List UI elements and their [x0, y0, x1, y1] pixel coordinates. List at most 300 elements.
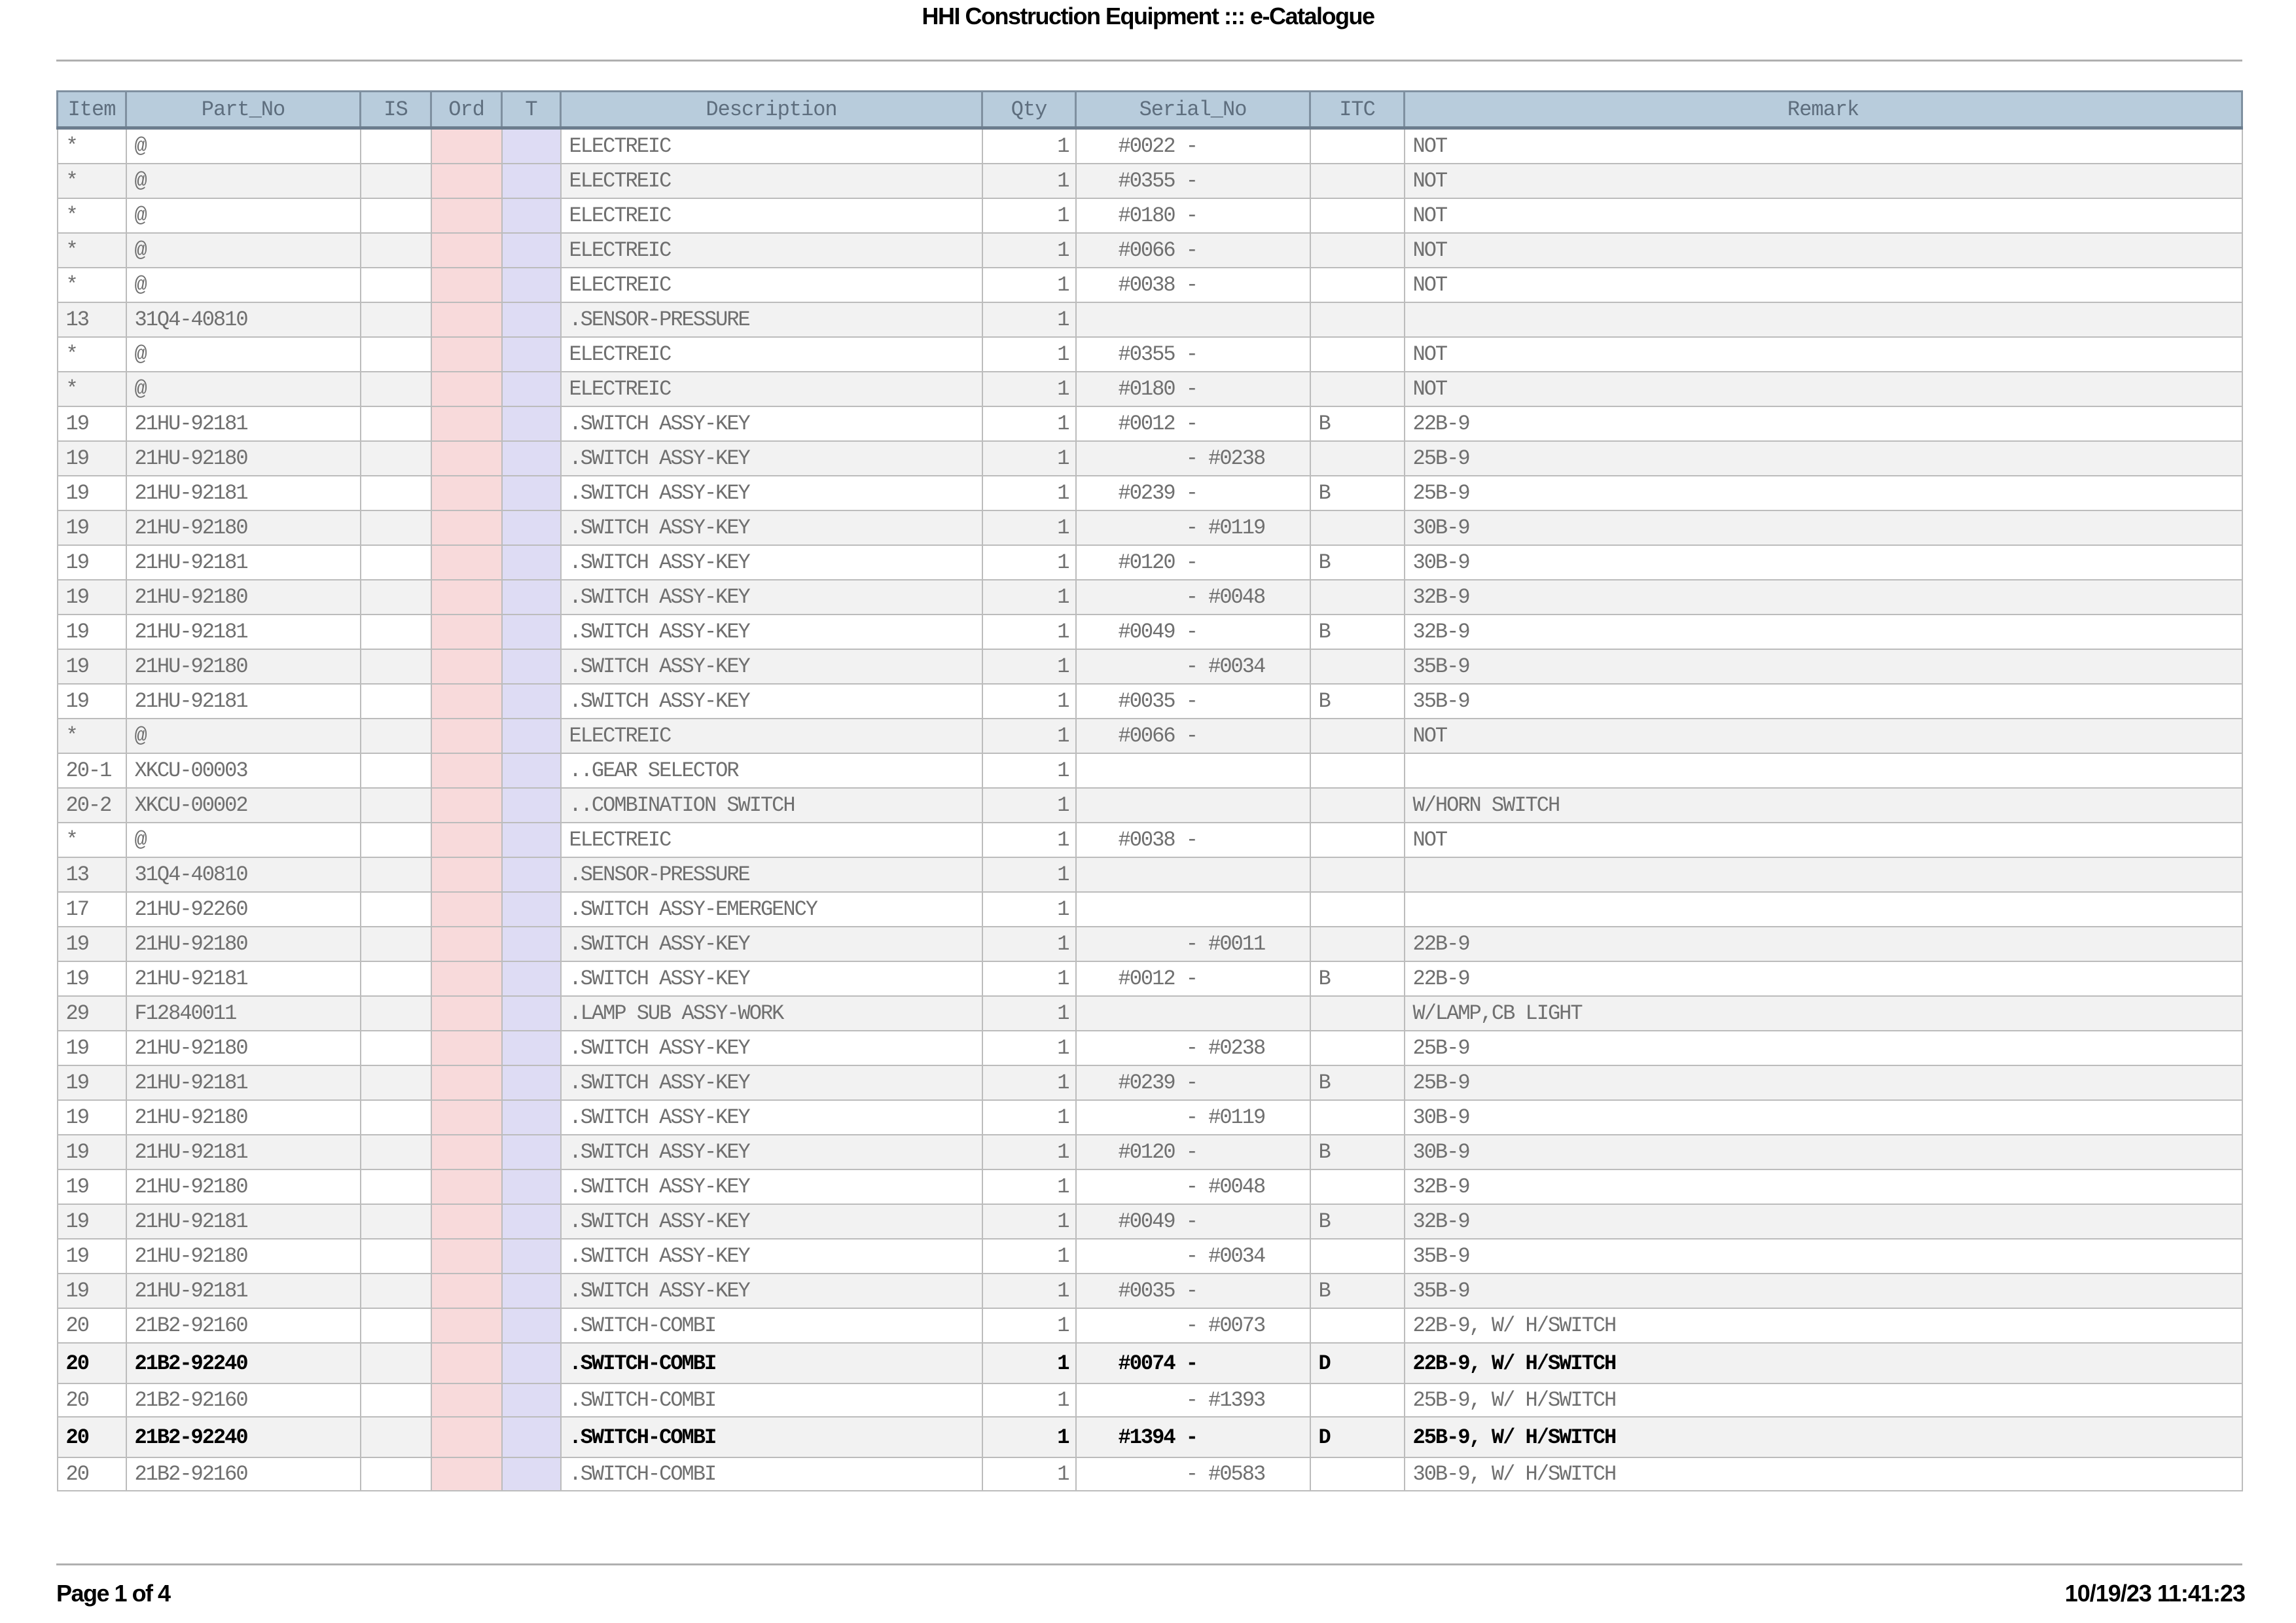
remark-cell: 35B-9	[1405, 684, 2242, 719]
is-cell	[361, 1169, 431, 1204]
description-cell: .SWITCH ASSY-KEY	[561, 1100, 982, 1135]
t-cell	[502, 1065, 561, 1100]
description-cell: .SWITCH-COMBI	[561, 1417, 982, 1457]
t-cell	[502, 961, 561, 996]
qty-cell: 1	[982, 753, 1076, 788]
column-header-ord[interactable]: Ord	[431, 92, 502, 128]
itc-cell: B	[1310, 684, 1405, 719]
part-no-cell: 21HU-92260	[126, 892, 361, 927]
qty-cell: 1	[982, 233, 1076, 268]
itc-cell	[1310, 649, 1405, 684]
part-no-cell: 31Q4-40810	[126, 857, 361, 892]
part-no-cell: 21HU-92181	[126, 406, 361, 441]
part-no-cell: XKCU-00003	[126, 753, 361, 788]
t-cell	[502, 1100, 561, 1135]
ord-cell	[431, 268, 502, 302]
ord-cell	[431, 927, 502, 961]
t-cell	[502, 823, 561, 857]
table-row[interactable]	[58, 233, 2242, 268]
ord-cell	[431, 719, 502, 753]
table-row[interactable]	[58, 406, 2242, 441]
serial-no-cell: - #0048	[1076, 580, 1310, 615]
column-header-item[interactable]: Item	[58, 92, 126, 128]
ord-cell	[431, 892, 502, 927]
item-cell: 19	[58, 510, 126, 545]
item-cell: *	[58, 337, 126, 372]
itc-cell: B	[1310, 1204, 1405, 1239]
part-no-cell: 21HU-92181	[126, 545, 361, 580]
table-row[interactable]	[58, 337, 2242, 372]
ord-cell	[431, 372, 502, 406]
item-cell: 20-2	[58, 788, 126, 823]
column-header-description[interactable]: Description	[561, 92, 982, 128]
qty-cell: 1	[982, 1100, 1076, 1135]
part-no-cell: 21HU-92181	[126, 1204, 361, 1239]
part-no-cell: @	[126, 128, 361, 164]
item-cell: 19	[58, 649, 126, 684]
itc-cell: B	[1310, 1274, 1405, 1308]
item-cell: 20	[58, 1457, 126, 1491]
table-row[interactable]	[58, 268, 2242, 302]
itc-cell: B	[1310, 1065, 1405, 1100]
itc-cell	[1310, 927, 1405, 961]
ord-cell	[431, 406, 502, 441]
table-row[interactable]	[58, 372, 2242, 406]
itc-cell	[1310, 788, 1405, 823]
qty-cell: 1	[982, 1308, 1076, 1343]
serial-no-cell	[1076, 996, 1310, 1031]
t-cell	[502, 510, 561, 545]
item-cell: 19	[58, 1204, 126, 1239]
description-cell: .SWITCH-COMBI	[561, 1383, 982, 1417]
remark-cell: NOT	[1405, 198, 2242, 233]
item-cell: 19	[58, 441, 126, 476]
t-cell	[502, 719, 561, 753]
table-row[interactable]	[58, 510, 2242, 545]
t-cell	[502, 1239, 561, 1274]
remark-cell	[1405, 753, 2242, 788]
itc-cell	[1310, 1383, 1405, 1417]
column-header-is[interactable]: IS	[361, 92, 431, 128]
serial-no-cell: - #0011	[1076, 927, 1310, 961]
t-cell	[502, 406, 561, 441]
is-cell	[361, 1065, 431, 1100]
table-row[interactable]	[58, 1031, 2242, 1065]
is-cell	[361, 892, 431, 927]
item-cell: *	[58, 164, 126, 198]
t-cell	[502, 1383, 561, 1417]
ord-cell	[431, 1274, 502, 1308]
serial-no-cell: #0035 -	[1076, 1274, 1310, 1308]
qty-cell: 1	[982, 580, 1076, 615]
is-cell	[361, 441, 431, 476]
part-no-cell: 21B2-92240	[126, 1417, 361, 1457]
table-row[interactable]	[58, 996, 2242, 1031]
part-no-cell: 21HU-92180	[126, 1031, 361, 1065]
remark-cell	[1405, 892, 2242, 927]
ord-cell	[431, 1308, 502, 1343]
ord-cell	[431, 198, 502, 233]
itc-cell: D	[1310, 1417, 1405, 1457]
t-cell	[502, 996, 561, 1031]
is-cell	[361, 476, 431, 510]
remark-cell: W/LAMP,CB LIGHT	[1405, 996, 2242, 1031]
qty-cell: 1	[982, 892, 1076, 927]
description-cell: .SWITCH ASSY-KEY	[561, 1274, 982, 1308]
table-row[interactable]	[58, 1383, 2242, 1417]
is-cell	[361, 1239, 431, 1274]
table-row[interactable]	[58, 198, 2242, 233]
ord-cell	[431, 961, 502, 996]
itc-cell	[1310, 823, 1405, 857]
table-row[interactable]	[58, 823, 2242, 857]
table-row[interactable]	[58, 1169, 2242, 1204]
table-row[interactable]	[58, 615, 2242, 649]
table-row[interactable]	[58, 302, 2242, 337]
table-row[interactable]	[58, 1308, 2242, 1343]
is-cell	[361, 1417, 431, 1457]
table-row[interactable]	[58, 476, 2242, 510]
itc-cell	[1310, 1169, 1405, 1204]
serial-no-cell: #0180 -	[1076, 372, 1310, 406]
qty-cell: 1	[982, 372, 1076, 406]
item-cell: 19	[58, 615, 126, 649]
table-row[interactable]	[58, 545, 2242, 580]
t-cell	[502, 857, 561, 892]
item-cell: 19	[58, 1065, 126, 1100]
itc-cell	[1310, 302, 1405, 337]
serial-no-cell	[1076, 788, 1310, 823]
table-row[interactable]	[58, 649, 2242, 684]
serial-no-cell: #0038 -	[1076, 823, 1310, 857]
ord-cell	[431, 753, 502, 788]
t-cell	[502, 545, 561, 580]
qty-cell: 1	[982, 164, 1076, 198]
t-cell	[502, 649, 561, 684]
part-no-cell: 31Q4-40810	[126, 302, 361, 337]
qty-cell: 1	[982, 996, 1076, 1031]
qty-cell: 1	[982, 1239, 1076, 1274]
table-row[interactable]	[58, 857, 2242, 892]
part-no-cell: 21HU-92181	[126, 961, 361, 996]
item-cell: 20-1	[58, 753, 126, 788]
is-cell	[361, 268, 431, 302]
qty-cell: 1	[982, 615, 1076, 649]
is-cell	[361, 128, 431, 164]
description-cell: .SWITCH-COMBI	[561, 1308, 982, 1343]
qty-cell: 1	[982, 1457, 1076, 1491]
is-cell	[361, 996, 431, 1031]
qty-cell: 1	[982, 1204, 1076, 1239]
item-cell: 17	[58, 892, 126, 927]
qty-cell: 1	[982, 128, 1076, 164]
description-cell: ..COMBINATION SWITCH	[561, 788, 982, 823]
itc-cell	[1310, 892, 1405, 927]
serial-no-cell: #0049 -	[1076, 1204, 1310, 1239]
part-no-cell: @	[126, 823, 361, 857]
is-cell	[361, 649, 431, 684]
table-row[interactable]	[58, 128, 2242, 164]
itc-cell: B	[1310, 406, 1405, 441]
itc-cell: B	[1310, 961, 1405, 996]
serial-no-cell: - #0583	[1076, 1457, 1310, 1491]
item-cell: 20	[58, 1343, 126, 1383]
ord-cell	[431, 615, 502, 649]
table-row[interactable]	[58, 1274, 2242, 1308]
item-cell: 19	[58, 684, 126, 719]
remark-cell: NOT	[1405, 372, 2242, 406]
parts-table-body	[58, 128, 2242, 1491]
table-row[interactable]	[58, 1417, 2242, 1457]
is-cell	[361, 1457, 431, 1491]
serial-no-cell: - #0073	[1076, 1308, 1310, 1343]
item-cell: *	[58, 823, 126, 857]
part-no-cell: 21B2-92160	[126, 1308, 361, 1343]
table-row[interactable]	[58, 1343, 2242, 1383]
item-cell: *	[58, 198, 126, 233]
t-cell	[502, 441, 561, 476]
ord-cell	[431, 233, 502, 268]
part-no-cell: 21HU-92180	[126, 510, 361, 545]
serial-no-cell: - #0238	[1076, 1031, 1310, 1065]
description-cell: .SWITCH ASSY-KEY	[561, 927, 982, 961]
description-cell: .SWITCH ASSY-EMERGENCY	[561, 892, 982, 927]
qty-cell: 1	[982, 1031, 1076, 1065]
is-cell	[361, 615, 431, 649]
t-cell	[502, 302, 561, 337]
item-cell: 19	[58, 545, 126, 580]
serial-no-cell: - #0238	[1076, 441, 1310, 476]
is-cell	[361, 510, 431, 545]
remark-cell: 32B-9	[1405, 1169, 2242, 1204]
remark-cell: NOT	[1405, 128, 2242, 164]
table-row[interactable]	[58, 753, 2242, 788]
table-row[interactable]	[58, 719, 2242, 753]
column-header-remark[interactable]: Remark	[1405, 92, 2242, 128]
part-no-cell: 21HU-92180	[126, 649, 361, 684]
column-header-serial-no[interactable]: Serial_No	[1076, 92, 1310, 128]
itc-cell: B	[1310, 476, 1405, 510]
description-cell: ELECTREIC	[561, 164, 982, 198]
table-row[interactable]	[58, 684, 2242, 719]
is-cell	[361, 1031, 431, 1065]
itc-cell	[1310, 510, 1405, 545]
remark-cell: 30B-9	[1405, 1100, 2242, 1135]
serial-no-cell: - #1393	[1076, 1383, 1310, 1417]
description-cell: ELECTREIC	[561, 233, 982, 268]
ord-cell	[431, 1169, 502, 1204]
remark-cell: 22B-9	[1405, 927, 2242, 961]
table-row[interactable]	[58, 1135, 2242, 1169]
is-cell	[361, 927, 431, 961]
serial-no-cell: #0022 -	[1076, 128, 1310, 164]
serial-no-cell: #0239 -	[1076, 1065, 1310, 1100]
itc-cell	[1310, 1457, 1405, 1491]
remark-cell: NOT	[1405, 823, 2242, 857]
description-cell: ELECTREIC	[561, 268, 982, 302]
item-cell: *	[58, 719, 126, 753]
page-number: Page 1 of 4	[56, 1580, 170, 1607]
table-row[interactable]	[58, 1239, 2242, 1274]
remark-cell: NOT	[1405, 719, 2242, 753]
ord-cell	[431, 1417, 502, 1457]
ord-cell	[431, 545, 502, 580]
item-cell: 19	[58, 580, 126, 615]
qty-cell: 1	[982, 510, 1076, 545]
remark-cell: 35B-9	[1405, 1239, 2242, 1274]
is-cell	[361, 233, 431, 268]
serial-no-cell	[1076, 857, 1310, 892]
is-cell	[361, 961, 431, 996]
itc-cell	[1310, 164, 1405, 198]
description-cell: ..GEAR SELECTOR	[561, 753, 982, 788]
description-cell: .SWITCH ASSY-KEY	[561, 649, 982, 684]
serial-no-cell	[1076, 302, 1310, 337]
item-cell: 19	[58, 476, 126, 510]
item-cell: 20	[58, 1308, 126, 1343]
description-cell: .SWITCH-COMBI	[561, 1457, 982, 1491]
qty-cell: 1	[982, 719, 1076, 753]
table-row[interactable]	[58, 1457, 2242, 1491]
part-no-cell: @	[126, 164, 361, 198]
itc-cell	[1310, 996, 1405, 1031]
item-cell: 19	[58, 927, 126, 961]
itc-cell	[1310, 233, 1405, 268]
table-row[interactable]	[58, 164, 2242, 198]
item-cell: 13	[58, 857, 126, 892]
is-cell	[361, 580, 431, 615]
ord-cell	[431, 580, 502, 615]
description-cell: .SWITCH ASSY-KEY	[561, 1135, 982, 1169]
ord-cell	[431, 857, 502, 892]
description-cell: .SWITCH ASSY-KEY	[561, 476, 982, 510]
itc-cell: B	[1310, 545, 1405, 580]
qty-cell: 1	[982, 823, 1076, 857]
serial-no-cell: #0355 -	[1076, 337, 1310, 372]
part-no-cell: 21HU-92181	[126, 1135, 361, 1169]
itc-cell	[1310, 1031, 1405, 1065]
serial-no-cell: - #0034	[1076, 1239, 1310, 1274]
qty-cell: 1	[982, 545, 1076, 580]
qty-cell: 1	[982, 857, 1076, 892]
part-no-cell: @	[126, 372, 361, 406]
t-cell	[502, 164, 561, 198]
part-no-cell: 21HU-92180	[126, 1100, 361, 1135]
t-cell	[502, 372, 561, 406]
is-cell	[361, 198, 431, 233]
t-cell	[502, 198, 561, 233]
table-row[interactable]	[58, 1065, 2242, 1100]
remark-cell: 22B-9, W/ H/SWITCH	[1405, 1343, 2242, 1383]
part-no-cell: 21HU-92180	[126, 1239, 361, 1274]
qty-cell: 1	[982, 961, 1076, 996]
itc-cell	[1310, 857, 1405, 892]
description-cell: .SENSOR-PRESSURE	[561, 302, 982, 337]
itc-cell	[1310, 337, 1405, 372]
t-cell	[502, 753, 561, 788]
t-cell	[502, 1135, 561, 1169]
t-cell	[502, 337, 561, 372]
table-row[interactable]	[58, 1204, 2242, 1239]
serial-no-cell: - #0048	[1076, 1169, 1310, 1204]
part-no-cell: @	[126, 233, 361, 268]
column-header-itc[interactable]: ITC	[1310, 92, 1405, 128]
part-no-cell: 21HU-92181	[126, 1065, 361, 1100]
qty-cell: 1	[982, 788, 1076, 823]
item-cell: 19	[58, 406, 126, 441]
is-cell	[361, 1383, 431, 1417]
t-cell	[502, 1169, 561, 1204]
ord-cell	[431, 1065, 502, 1100]
page-title: HHI Construction Equipment ::: e-Catalogue	[922, 3, 1374, 29]
column-header-part-no[interactable]: Part_No	[126, 92, 361, 128]
remark-cell: 25B-9, W/ H/SWITCH	[1405, 1417, 2242, 1457]
part-no-cell: 21B2-92240	[126, 1343, 361, 1383]
t-cell	[502, 1031, 561, 1065]
serial-no-cell: #0035 -	[1076, 684, 1310, 719]
qty-cell: 1	[982, 684, 1076, 719]
part-no-cell: XKCU-00002	[126, 788, 361, 823]
table-row[interactable]	[58, 441, 2242, 476]
t-cell	[502, 1204, 561, 1239]
table-row[interactable]	[58, 961, 2242, 996]
remark-cell: 32B-9	[1405, 580, 2242, 615]
parts-table	[56, 90, 2243, 1491]
description-cell: .SWITCH ASSY-KEY	[561, 580, 982, 615]
item-cell: 20	[58, 1383, 126, 1417]
qty-cell: 1	[982, 649, 1076, 684]
ord-cell	[431, 164, 502, 198]
description-cell: .SWITCH ASSY-KEY	[561, 1169, 982, 1204]
remark-cell: NOT	[1405, 164, 2242, 198]
is-cell	[361, 753, 431, 788]
description-cell: .SWITCH ASSY-KEY	[561, 615, 982, 649]
table-row[interactable]	[58, 1100, 2242, 1135]
t-cell	[502, 1457, 561, 1491]
remark-cell: W/HORN SWITCH	[1405, 788, 2242, 823]
ord-cell	[431, 441, 502, 476]
description-cell: .SWITCH ASSY-KEY	[561, 441, 982, 476]
ord-cell	[431, 1343, 502, 1383]
itc-cell	[1310, 372, 1405, 406]
ord-cell	[431, 996, 502, 1031]
item-cell: 19	[58, 961, 126, 996]
ord-cell	[431, 1135, 502, 1169]
header-divider	[56, 60, 2242, 62]
table-row[interactable]	[58, 927, 2242, 961]
ord-cell	[431, 510, 502, 545]
item-cell: 29	[58, 996, 126, 1031]
remark-cell: 22B-9, W/ H/SWITCH	[1405, 1308, 2242, 1343]
table-row[interactable]	[58, 788, 2242, 823]
column-header-t[interactable]: T	[502, 92, 561, 128]
remark-cell: 22B-9	[1405, 961, 2242, 996]
part-no-cell: @	[126, 337, 361, 372]
item-cell: 19	[58, 1100, 126, 1135]
table-row[interactable]	[58, 892, 2242, 927]
column-header-qty[interactable]: Qty	[982, 92, 1076, 128]
table-header-row	[58, 92, 2242, 128]
table-row[interactable]	[58, 580, 2242, 615]
is-cell	[361, 788, 431, 823]
itc-cell	[1310, 198, 1405, 233]
is-cell	[361, 823, 431, 857]
ord-cell	[431, 649, 502, 684]
description-cell: ELECTREIC	[561, 719, 982, 753]
ord-cell	[431, 1204, 502, 1239]
description-cell: ELECTREIC	[561, 198, 982, 233]
description-cell: .SWITCH ASSY-KEY	[561, 406, 982, 441]
